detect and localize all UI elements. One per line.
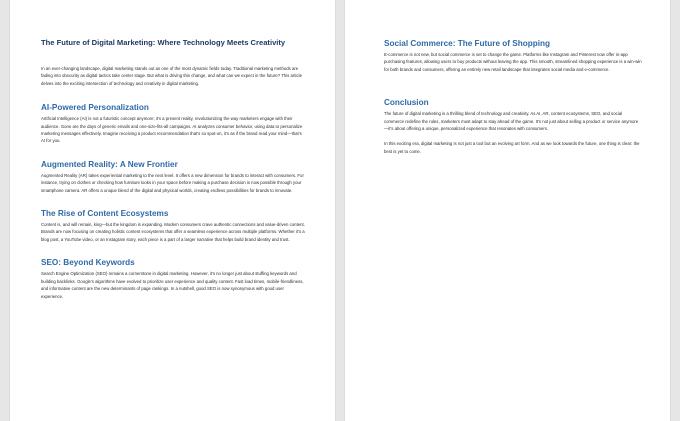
section-paragraph: E-commerce is not new, but social commerce is set to change the game. Platforms like Instagram and Pinterest now offer in-app purchasing features, allowing users to buy products without leaving the app. This smooth, streamlined shopping experience is a win-win for both brands and consumers, offering an entirely new retail landscape that integrates social media and e-commerce.	[384, 52, 642, 72]
section-heading: Augmented Reality: A New Frontier	[41, 159, 178, 169]
section-heading: SEO: Beyond Keywords	[41, 258, 135, 268]
section-paragraph: Search Engine Optimization (SEO) remains a cornerstone in digital marketing. However, it's no longer just about stuffing keywords and building backlinks. Google's algorithms have evolved to prioritize user experience and quality content. Fast load times, mobile-friendliness, and informative content are the new determinants of page rankings. In a nutshell, good SEO is now synonymous with good user experience.	[41, 271, 304, 299]
intro-paragraph: In an ever-changing landscape, digital marketing stands out as one of the most dynamic fields today. Traditional marketing methods are fading into obscurity as digital tactics take center stage. But what is driving this change, and what can we expect in the future? This article delves into the exciting intersection of technology and creativity in digital marketing.	[41, 66, 302, 86]
section-heading: Social Commerce: The Future of Shopping	[384, 39, 551, 48]
section-paragraph: Artificial Intelligence (AI) is not a futuristic concept anymore; it's a present reality, revolutionizing the way marketers engage with their audience. Gone are the days of generic emails and one-size-fits-all campaigns. AI analyzes consumer behavior, using data to personalize marketing messages effectively. Imagine receiving a product recommendation that's so spot-on, it's as if the brand read your mind—that's AI for you.	[41, 116, 303, 144]
section-content-ecosystems	[41, 208, 305, 243]
document-page-1[interactable]	[10, 0, 335, 421]
section-paragraph: In this exciting era, digital marketing is not just a tool but an evolving art form. And as we look towards the future, one thing is clear: the best is yet to come.	[384, 141, 640, 154]
section-paragraph: Content is, and will remain, king—but the kingdom is expanding. Modern consumers crave authentic connections and value-driven content. Brands are now focusing on creating holistic content ecosystems that offer a seamless experience across multiple platforms. Whether it's a blog post, a YouTube video, or an Instagram story, each piece is a part of a larger narrative that helps build brand identity and trust.	[41, 222, 305, 242]
section-augmented-reality	[41, 159, 305, 194]
section-heading: AI-Powered Personalization	[41, 103, 149, 113]
section-seo	[41, 257, 305, 300]
section-paragraph: Augmented Reality (AR) takes experiential marketing to the next level. It offers a new dimension for brands to interact with consumers. For instance, trying on clothes or checking how furniture looks in your space before making a purchase decision is now possible through your smartphone camera. AR offers a unique blend of the digital and physical worlds, creating endless possibilities for brands to innovate.	[41, 172, 304, 193]
section-ai-personalization	[41, 102, 305, 145]
document-page-2[interactable]	[345, 0, 670, 421]
document-title: The Future of Digital Marketing: Where Technology Meets Creativity	[41, 38, 286, 47]
section-heading: Conclusion	[384, 98, 429, 108]
section-conclusion	[384, 97, 642, 155]
section-social-commerce	[384, 38, 642, 73]
section-heading: The Rise of Content Ecosystems	[41, 209, 169, 219]
section-paragraph: The future of digital marketing is a thrilling blend of technology and creativity. As AI, AR, content ecosystems, SEO, and social commerce redefine the rules, marketers must adapt to stay ahead of the game. It's not just about selling a product or service anymore—it's about offering a unique, personalized experience that resonates with consumers.	[384, 111, 639, 132]
